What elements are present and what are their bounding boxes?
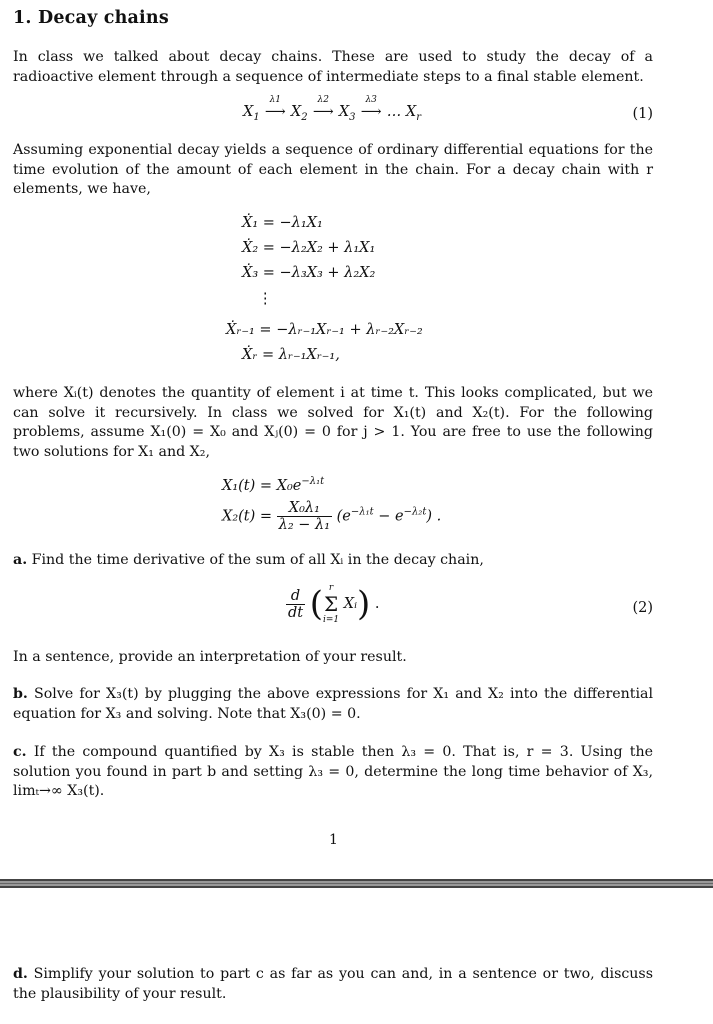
ode-line-5: Ẋᵣ = λᵣ₋₁Xᵣ₋₁, (242, 347, 340, 363)
eq1-x3: $X_3$ (338, 104, 356, 123)
part-a-followup: In a sentence, provide an interpretation of your result. (13, 649, 407, 665)
ode-vertical-dots: ⋮ (258, 291, 273, 307)
equation-number-2: (2) (632, 600, 653, 616)
ode-line-2: Ẋ₂ = −λ₂X₂ + λ₁X₁ (242, 240, 376, 256)
page-number: 1 (329, 832, 338, 848)
solution-x1: $X_1(t) = X_0e^{-\lambda_1t}$ (222, 476, 325, 494)
sum-derivative-equation: $\frac{d}{dt}$ ( r Σ i=1 Xᵢ) . (288, 583, 380, 625)
eq1-arrow-3: λ3 ⟶ (360, 95, 382, 120)
summation: r Σ i=1 (322, 583, 340, 625)
eq1-arrow-1: λ1 ⟶ (264, 95, 286, 120)
eq1-x1: $X_1$ (243, 104, 260, 123)
equation-number-1: (1) (632, 106, 653, 122)
part-c-prompt: c. If the compound quantified by X₃ is stable then λ₃ = 0. That is, r = 3. Using the solution you found in part b and setting λ₃ = 0, determine the long time behavior of X₃, limₜ→∞ X₃(t). (13, 744, 654, 799)
eq1-x2: $X_2$ (290, 104, 308, 123)
part-b-prompt: b. Solve for X₃(t) by plugging the above expressions for X₁ and X₂ into the differential equation for X₃ and solving. Note that X₃(0) = 0. (13, 686, 654, 722)
derivative-operator: $\frac{d}{dt}$ (288, 587, 304, 621)
ode-line-4: Ẋᵣ₋₁ = −λᵣ₋₁Xᵣ₋₁ + λᵣ₋₂Xᵣ₋₂ (226, 322, 423, 338)
where-paragraph: where Xᵢ(t) denotes the quantity of element i at time t. This looks complicated, but we can solve it recursively. In class we solved for X₁(t) and X₂(t). For the following problems, assume X₁(0) = X₀ and Xⱼ(0) = 0 for j > 1. You are free to use the following two solutions for X₁ and X₂, (13, 385, 653, 460)
ode-line-1: Ẋ₁ = −λ₁X₁ (242, 215, 323, 231)
intro-paragraph: In class we talked about decay chains. These are used to study the decay of a radioactive element through a sequence of intermediate steps to a final stable element. (13, 49, 653, 85)
part-a-prompt: a. Find the time derivative of the sum of all Xᵢ in the decay chain, (13, 552, 484, 568)
assumption-paragraph: Assuming exponential decay yields a sequence of ordinary differential equations for the time evolution of the amount of each element in the chain. For a decay chain with r elements, we have, (13, 142, 653, 197)
solution-x2-fraction: $\frac{\text{X₀λ₁}}{\text{λ₂ − λ₁}}$ (278, 500, 331, 533)
section-title: 1. Decay chains (13, 8, 169, 28)
part-d-prompt: d. Simplify your solution to part c as far as you can and, in a sentence or two, discuss the plausibility of your result. (13, 966, 653, 1002)
page-divider (0, 879, 713, 888)
eq1-arrow-2: λ2 ⟶ (312, 95, 334, 120)
ode-line-3: Ẋ₃ = −λ₃X₃ + λ₂X₂ (242, 265, 376, 281)
solution-x2: X₂(t) = $\frac{\text{X₀λ₁}}{\text{λ₂ − λ₁}}$ $(e^{-\lambda_1t} - e^{-\lambda_2t})$ . (222, 500, 442, 533)
eq1-xr: … $X_r$ (386, 104, 421, 123)
decay-chain-equation (243, 95, 421, 123)
